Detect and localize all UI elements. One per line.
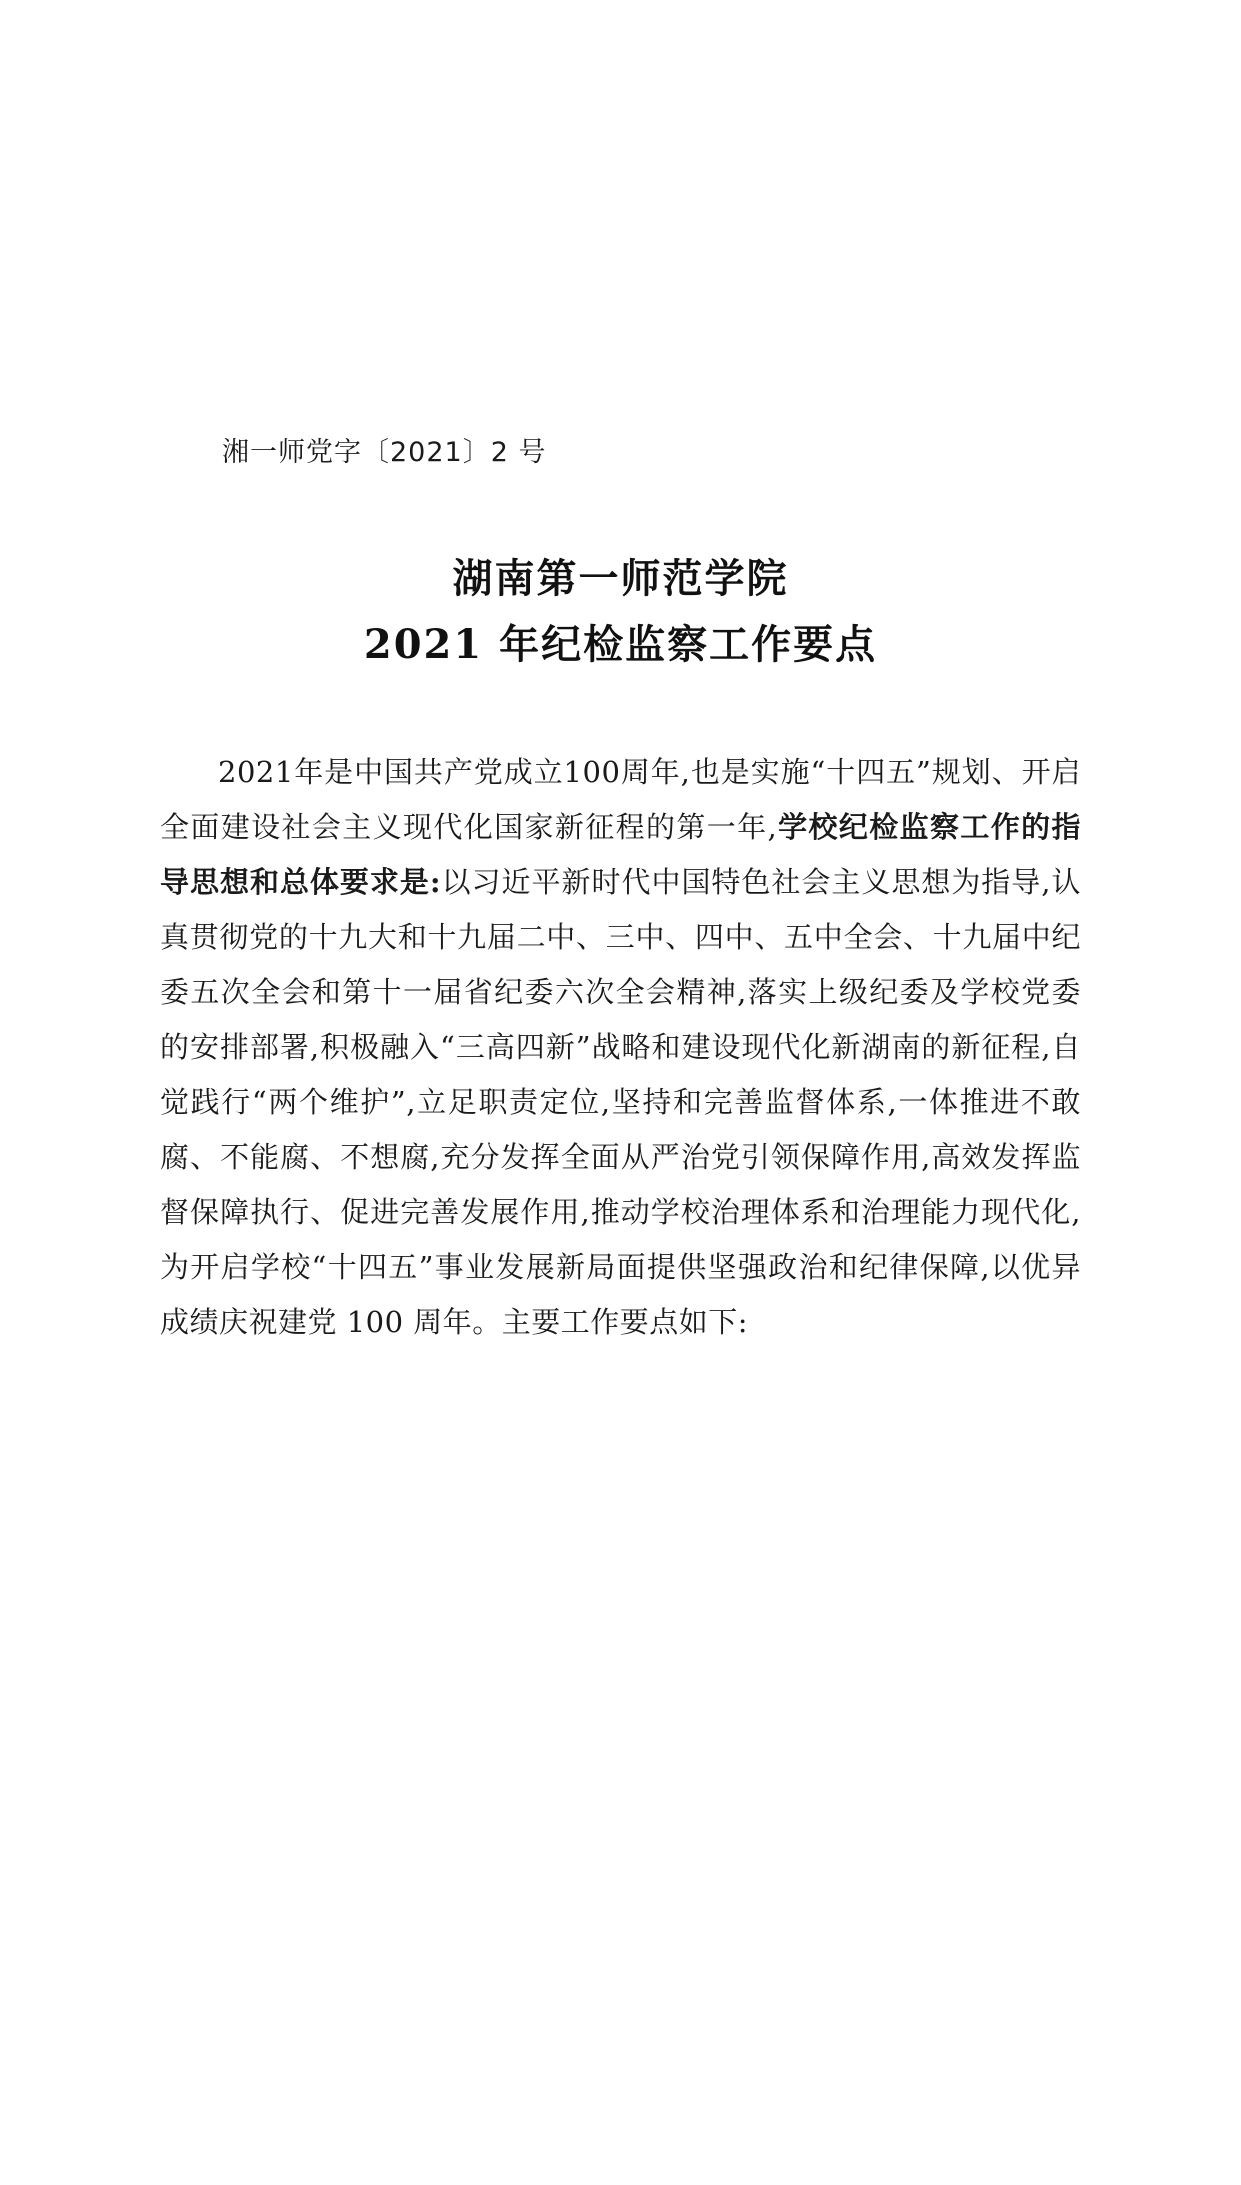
paragraph-text-suffix: 以习近平新时代中国特色社会主义思想为指导,认真贯彻党的十九大和十九届二中、三中、四中、五中全会、十九届中纪委五次全会和第十一届省纪委六次全会精神,落实上级纪委及学校党委的安排部署,积极融入“三高四新”战略和建设现代化新湖南的新征程,自觉践行“两个维护”,立足职责定位,坚持和完善监督体系,一体推进不敢腐、不能腐、不想腐,充分发挥全面从严治党引领保障作用,高效发挥监督保障执行、促进完善发展作用,推动学校治理体系和治理能力现代化,为开启学校“十四五”事业发展新局面提供坚强政治和纪律保障,以优异成绩庆祝建党 100 周年。主要工作要点如下:: [160, 865, 1081, 1339]
paragraph-text-prefix: 2021年是中国共产党成立100周年,也是实施“十四五”规划、开启全面建设社会主义现代化国家新征程的第一年,: [160, 755, 1081, 844]
document-body: [160, 745, 1081, 1350]
intro-paragraph: [160, 745, 1081, 1350]
document-page: [0, 430, 1241, 2185]
paragraph-text-bold: 学校纪检监察工作的指导思想和总体要求是:: [160, 810, 1081, 899]
document-title-line-2: 2021 年纪检监察工作要点: [363, 621, 878, 668]
document-title-line-1: 湖南第一师范学院: [452, 555, 789, 602]
document-title-block: [160, 549, 1081, 675]
document-number: 湘一师党字〔2021〕2 号: [222, 437, 547, 468]
